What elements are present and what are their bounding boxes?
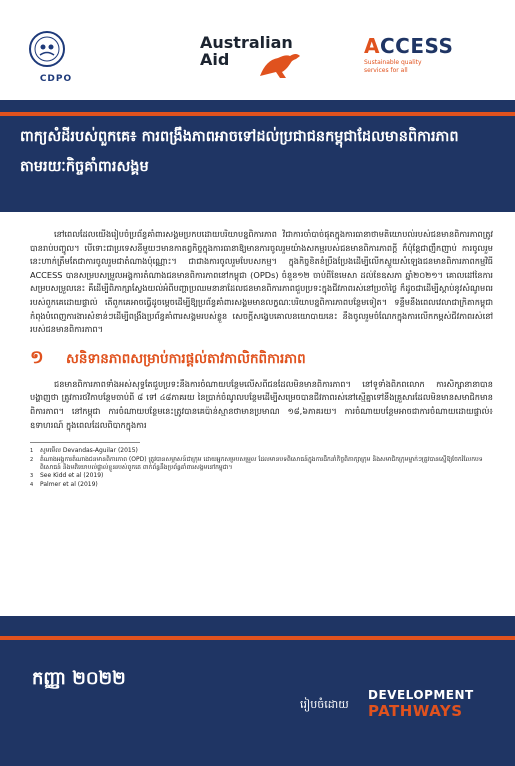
footnote-number: 3: [30, 473, 34, 480]
prepared-by-label: រៀបចំដោយ: [300, 698, 349, 711]
footnote: [30, 447, 493, 455]
section-title: សនិទានភាពសម្រាប់ការផ្តល់តាវកាលិកពិការភាព: [66, 350, 306, 367]
main-content: [30, 228, 493, 489]
footnote-divider: [30, 442, 140, 443]
access-logo: [364, 34, 474, 90]
dp-line1: DEVELOPMENT: [368, 688, 474, 702]
development-pathways-logo: [368, 688, 483, 720]
aus-line1: Australian: [200, 33, 293, 52]
footnote: [30, 481, 493, 489]
intro-paragraph: នៅពេលដែលយើងរៀបចំប្រព័ន្ធគាំពារសង្គមប្រកបដោយបរិយាបន្នពិការភាព វិជាការចាំបាច់ផុតក្នុងការធានាថាមតិយោបល់របស់ជនមានពិការភាពត្រូវបានរាប់បញ្ចូល។ បើទោះជាប្រទេសនីមួយៗមានកាតព្វកិច្ចក្នុងការធានាឱ្យមានការចូលរួមយ៉ាងសកម្មរបស់ជនមានពិការភាពក្តី ក៏ប៉ុន្តែជាញឹកញាប់ ការចូលរួមនេះហាក់ត្រឹមតែជាការចូលរួមជាតំណាងប៉ុណ្ណោះ។ ជាជាងការចូលរួមបែបសកម្ម។ ក្នុងកិច្ចខិតខំប្រឹងប្រែងដើម្បីលើកស្ទួយសំឡេងជនមានពិការភាពកម្មវិធី ACCESS បានសម្របសម្រួលអង្គការតំណាងជនមានពិការភាពនៅកម្ពុជា (OPDs) ចំនួន១២ ចាប់ពីខែមេសា ដល់ខែឧសភា ឆ្នាំ២០២១។ គោលដៅនៃការសម្របសម្រួលនេះ គឺដើម្បីពិភាក្សាស្វែងយល់អំពីបញ្ហាប្រឈមនានាដែលជនមានពិការភាពជួបប្រទះក្នុងជីវភាពរស់នៅប្រចាំថ្ងៃ ក៏ដូចជាដើម្បីស្តាប់នូវសំណូមពររបស់ពួកគេដោយផ្ទាល់ តើពួកគេអាចធ្វើដូចម្តេចដើម្បីឱ្យប្រព័ន្ធគាំពារសង្គមមានលក្ខណៈបរិយាបន្នពិការភាពបន្ថែមទៀត។ ទន្ទឹមនឹងពេលវេលាជាក្រិតាកម្ពុជាកំពុងបំពេញការងារសំខាន់ៗដើម្បីពង្រឹងប្រព័ន្ធគាំពារសង្គមរបស់ខ្លួន សេចក្តីសង្ខេបគោលនយោបាយនេះ នឹងចូលរួមចំណែកក្នុងការលើកកម្ពស់ជីវភាពរស់នៅរបស់ជនមានពិការភាព។: [30, 229, 493, 335]
footnote: [30, 472, 493, 480]
aus-line2: Aid: [200, 50, 230, 69]
cdpo-label: CDPO: [39, 74, 73, 84]
kangaroo-icon: [256, 50, 306, 80]
dp-line2: PATHWAYS: [368, 702, 463, 720]
footnote: [30, 456, 493, 473]
banner-stripe: [0, 112, 515, 116]
australian-aid-logo: [200, 34, 320, 78]
publication-date: កញ្ញា ២០២២: [32, 668, 126, 689]
footnote-text: សូមមើល Devandas-Aguilar (2015): [40, 447, 138, 455]
footnote-text: See Kidd et al (2019): [40, 472, 104, 480]
access-tagline-2: services for all: [364, 67, 408, 74]
footer-stripe: [0, 636, 515, 640]
cdpo-seal-icon: [28, 30, 66, 68]
section-number: ១: [30, 346, 44, 368]
footnote-number: 1: [30, 448, 34, 455]
footnote-number: 4: [30, 481, 34, 488]
footnote-number: 2: [30, 456, 34, 463]
access-tagline-1: Sustainable quality: [364, 59, 422, 66]
section-heading: [30, 345, 493, 372]
header: [0, 0, 515, 100]
footnotes: [30, 447, 493, 489]
page-title: ពាក្យសំដីរបស់ពួកគេ៖ ការពង្រឹងភាពអាចទៅដល់ប្រជាជនកម្ពុជាដែលមានពិការភាព តាមរយៈកិច្ចគាំពារសង្គម: [20, 129, 459, 175]
access-wordmark: [364, 34, 474, 58]
access-a-mark: A: [364, 34, 380, 58]
title-banner: [0, 100, 515, 212]
cdpo-logo: [28, 30, 84, 96]
section-paragraph: ជនមានពិការភាពទាំងអស់សុទ្ធតែជួបប្រទះនឹងការចំណាយបន្ថែមលើសពីជនដែលមិនមានពិការភាព។ នៅទូទាំងពិភពលោក ការសិក្សានានាបានបង្ហាញថា ត្រូវការថវិកាបន្ថែមចាប់ពី ៨ ទៅ ៤៨ភាគរយ នៃប្រាក់ចំណូលបន្ថែមដើម្បីសម្រេចបានជីវភាពរស់នៅស្មើគ្នាទៅនឹងគ្រួសារដែលមិនមានសមាជិកមានពិការភាព។ នៅកម្ពុជា ការចំណាយបន្ថែមនេះត្រូវបានគេប៉ាន់ស្មានថាមានប្រមាណ ១៨,៦ភាគរយ។ ការចំណាយបន្ថែមអាចជាការចំណាយដោយផ្ទាល់៖ ឧទាហរណ៍ ក្នុងពេលដែលពិបាកក្នុងការ: [30, 378, 493, 430]
footnote-text: តំណាងអង្គការតំណាងជនមានពិការភាព (OPD) ត្រូវបានសម្ភាសន៍ជាក្រុម ដោយអ្នកសម្របសម្រួល ដែលមានបទពិសោធន៍ក្នុងការដឹកនាំកិច្ចពិភាក្សាក្រុម និងសមាជិកក្រុមម្នាក់ៗត្រូវបានស្នើឱ្យចែករំលែកបទពិសោធន៍ និងមតិយោបល់ផ្ទាល់ខ្លួនរបស់ពួកគេ ពាក់ព័ន្ធនឹងប្រព័ន្ធគាំពារសង្គមនៅកម្ពុជា។: [40, 455, 483, 471]
footnote-text: Palmer et al (2019): [40, 480, 98, 488]
access-word: CCESS: [379, 34, 454, 58]
